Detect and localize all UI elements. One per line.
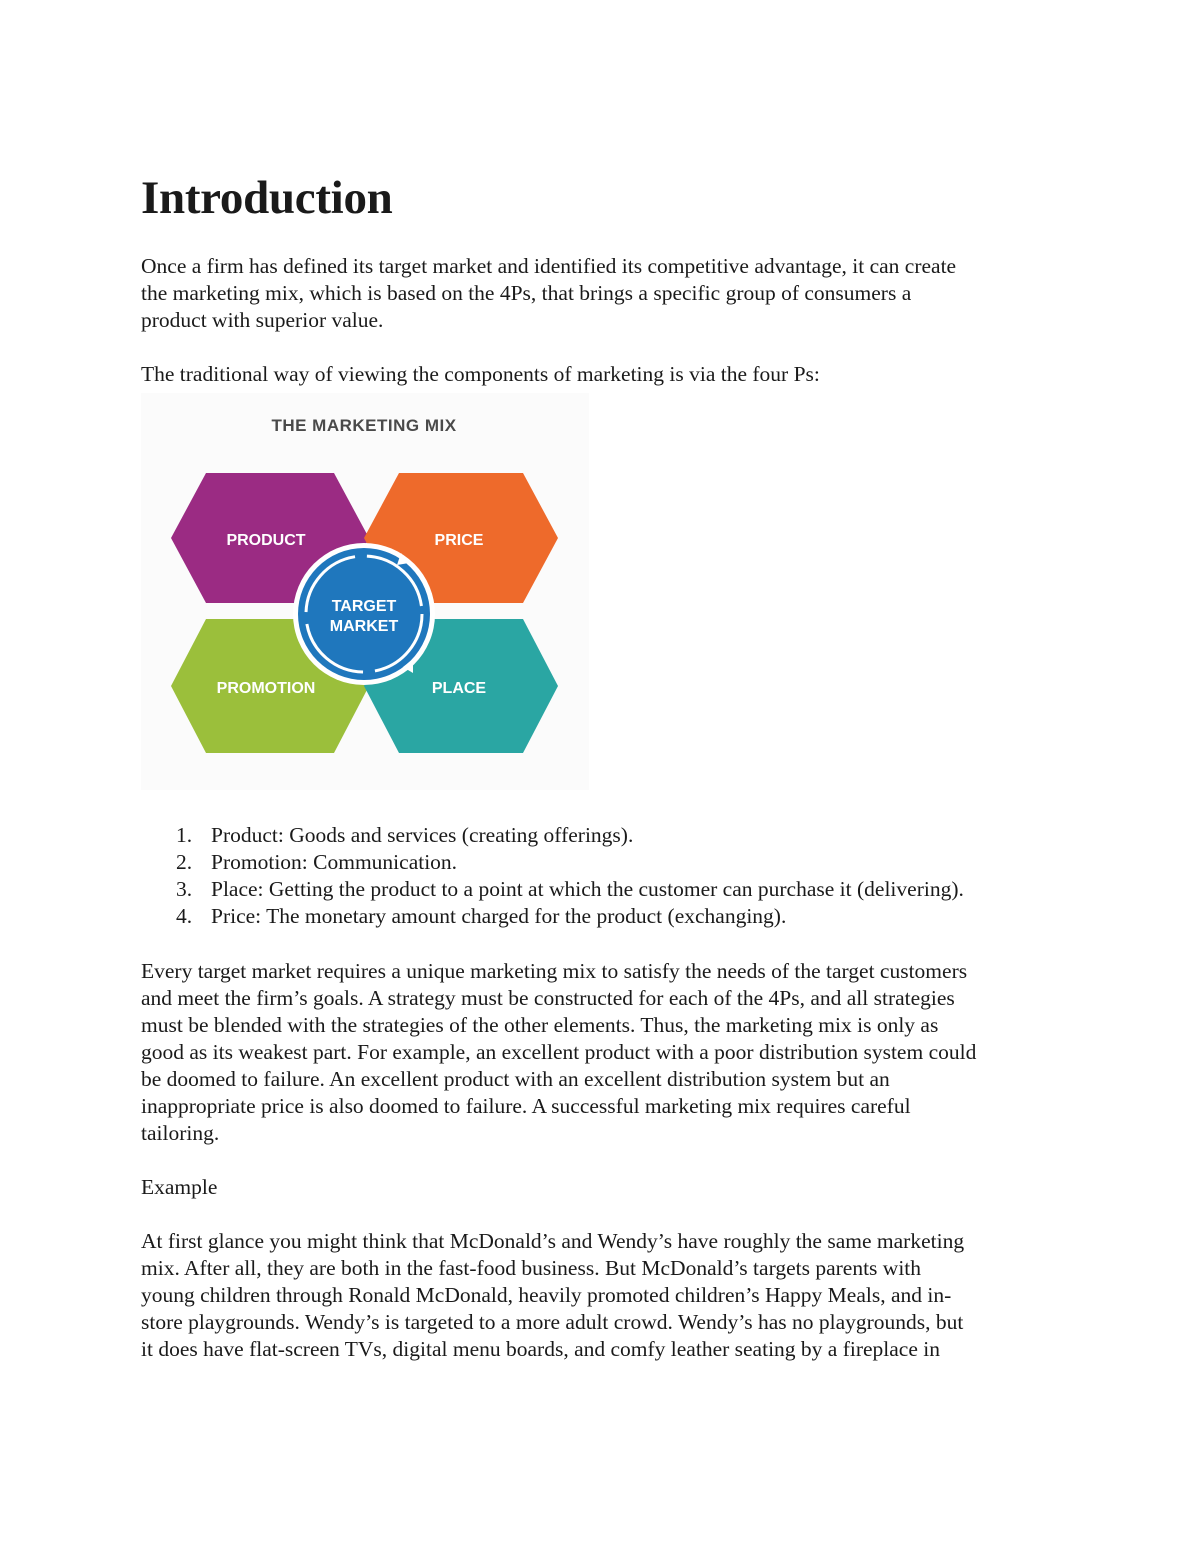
text-line: tailoring.: [141, 1121, 220, 1145]
product-label: PRODUCT: [226, 532, 306, 549]
text-line: The traditional way of viewing the components of marketing is via the four Ps:: [141, 362, 820, 386]
text-line: product with superior value.: [141, 308, 384, 332]
marketing-mix-diagram: [141, 393, 589, 790]
example-paragraph: [141, 1228, 1071, 1363]
intro-paragraph: [141, 253, 1071, 334]
diagram-heading: THE MARKETING MIX: [271, 416, 457, 435]
price-label: PRICE: [434, 532, 484, 549]
text-line: store playgrounds. Wendy’s is targeted to a more adult crowd. Wendy’s has no playgrounds, but: [141, 1310, 964, 1334]
target-market-label-line1: TARGET: [331, 598, 397, 615]
list-text: Promotion: Communication.: [211, 850, 458, 874]
target-market-label-line2: MARKET: [329, 618, 399, 635]
text-line: Example: [141, 1175, 218, 1199]
list-item: [141, 876, 964, 903]
marketing-mix-svg: [141, 393, 589, 790]
list-number: 2.: [176, 850, 193, 874]
list-number: 4.: [176, 904, 193, 928]
list-item: [141, 849, 964, 876]
text-line: and meet the firm’s goals. A strategy must be constructed for each of the 4Ps, and all strategies: [141, 986, 955, 1010]
list-number: 1.: [176, 823, 193, 847]
place-label: PLACE: [431, 680, 487, 697]
text-line: it does have flat-screen TVs, digital menu boards, and comfy leather seating by a fireplace in: [141, 1337, 940, 1361]
page-title: Introduction: [141, 172, 393, 224]
text-line: inappropriate price is also doomed to failure. A successful marketing mix requires careful: [141, 1094, 911, 1118]
text-line: be doomed to failure. An excellent product with an excellent distribution system but an: [141, 1067, 890, 1091]
list-item: [141, 822, 964, 849]
list-text: Price: The monetary amount charged for the product (exchanging).: [211, 904, 787, 928]
four-ps-lead-in: [141, 361, 1071, 388]
text-line: must be blended with the strategies of the other elements. Thus, the marketing mix is only as: [141, 1013, 939, 1037]
text-line: At first glance you might think that McDonald’s and Wendy’s have roughly the same marketing: [141, 1229, 965, 1253]
list-number: 3.: [176, 877, 193, 901]
text-line: Once a firm has defined its target market and identified its competitive advantage, it can create: [141, 254, 957, 278]
marketing-mix-paragraph: [141, 958, 1071, 1147]
text-line: good as its weakest part. For example, an excellent product with a poor distribution system could: [141, 1040, 977, 1064]
example-heading: [141, 1174, 1071, 1201]
text-line: young children through Ronald McDonald, heavily promoted children’s Happy Meals, and in-: [141, 1283, 952, 1307]
list-text: Product: Goods and services (creating offerings).: [211, 823, 634, 847]
list-item: [141, 903, 964, 930]
text-line: mix. After all, they are both in the fast-food business. But McDonald’s targets parents with: [141, 1256, 922, 1280]
text-line: Every target market requires a unique marketing mix to satisfy the needs of the target customers: [141, 959, 968, 983]
text-line: the marketing mix, which is based on the 4Ps, that brings a specific group of consumers a: [141, 281, 912, 305]
promotion-label: PROMOTION: [216, 680, 316, 697]
four-ps-list: [141, 822, 964, 930]
list-text: Place: Getting the product to a point at which the customer can purchase it (delivering).: [211, 877, 964, 901]
